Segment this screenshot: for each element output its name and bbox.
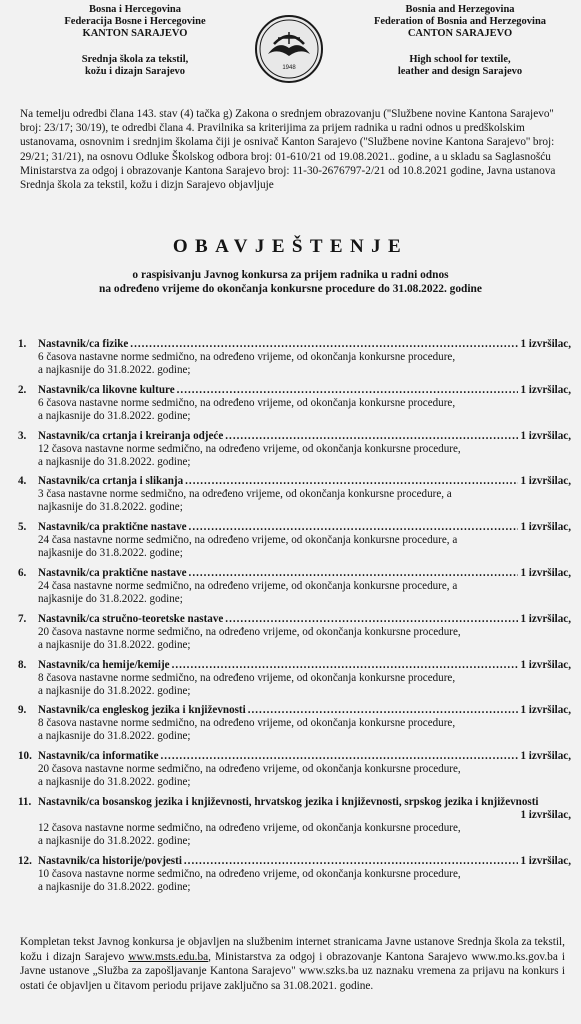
intro-paragraph: Na temelju odredbi člana 143. stav (4) tačka g) Zakona o srednjem obrazovanju (''Službene novine Kantona Sarajevo'' broj: 23/17; 30/19), te odredbi člana 4. Pravilnika sa kriterijima za prijem radnika u radni odnos u predškolskim ustanovama, osnovnim i srednjim školama čiji je osnivač Kanton Sarajevo (''Službene novine Kantona Sarajevo'' broj: 29/21; 31/21), na osnovu Odluke Školskog odbora broj: 01-610/21 od 19.08.2021.. godine, a u skladu sa Saglasnošću Ministarstva za odgoj i obrazovanje Kantona Sarajevo broj: 11-30-2676797-2/21 od 10.8.2021 godine, Javna ustanova Srednja škola za tekstil, kožu i dizjn Sarajevo objavljuje xyxy=(20,108,556,192)
leader-dots xyxy=(225,430,518,443)
position-count: 1 izvršilac, xyxy=(520,338,571,350)
position-hours: 20 časova nastavne norme sedmično, na određeno vrijeme, od okončanja konkursne procedure, xyxy=(38,625,461,638)
position-deadline: najkasnije do 31.8.2022. godine; xyxy=(38,501,183,514)
position-count: 1 izvršilac, xyxy=(520,475,571,488)
position-hours: 6 časova nastavne norme sedmično, na određeno vrijeme, od okončanja konkursne procedure, xyxy=(38,396,456,409)
position-item-7 xyxy=(18,613,571,652)
position-item-6 xyxy=(18,567,571,606)
position-deadline: a najkasnije do 31.8.2022. godine; xyxy=(38,638,191,651)
position-item-9 xyxy=(18,704,571,743)
header-right-school-1: High school for textile, xyxy=(409,54,511,65)
header-left-canton: KANTON SARAJEVO xyxy=(82,28,188,39)
position-title: Nastavnik/ca engleskog jezika i književnosti xyxy=(38,704,246,717)
leader-dots xyxy=(172,659,519,672)
position-deadline: a najkasnije do 31.8.2022. godine; xyxy=(38,834,191,847)
footer-text-2: , Ministarstva za odgoj i obrazovanje Kantona Sarajevo www.mo.ks.gov.ba i Javne ustanove „Služba za zapošljavanje Kantona Sarajevo" www.szks.ba uz naznaku vremena za prijavu na konkurs i ostati će objavljen u čitavom periodu prijave zaključno sa 31.08.2021. godine. xyxy=(20,950,565,992)
header-left-federation: Federacija Bosne i Hercegovine xyxy=(64,16,206,27)
position-count: 1 izvršilac, xyxy=(520,658,571,671)
header-right-country: Bosnia and Herzegovina xyxy=(405,4,515,15)
header-left-school-1: Srednja škola za tekstil, xyxy=(81,54,189,65)
position-number: 2. xyxy=(18,383,27,396)
leader-dots xyxy=(185,475,518,488)
position-deadline: a najkasnije do 31.8.2022. godine; xyxy=(38,730,191,743)
position-title: Nastavnik/ca historije/povjesti xyxy=(38,854,182,867)
leader-dots xyxy=(184,855,519,868)
position-count: 1 izvršilac, xyxy=(520,750,571,763)
position-hours: 20 časova nastavne norme sedmično, na određeno vrijeme, od okončanja konkursne procedure, xyxy=(38,763,461,776)
position-count: 1 izvršilac, xyxy=(520,612,571,625)
positions-list xyxy=(18,338,571,901)
subtitle-line-1: o raspisivanju Javnog konkursa za prijem radnika u radni odnos xyxy=(132,269,449,281)
leader-dots xyxy=(248,704,519,717)
leader-dots xyxy=(189,567,519,580)
position-count: 1 izvršilac, xyxy=(520,429,571,442)
position-count: 1 izvršilac, xyxy=(520,808,571,821)
position-deadline: a najkasnije do 31.8.2022. godine; xyxy=(38,776,191,789)
header-right-school-2: leather and design Sarajevo xyxy=(397,66,523,77)
position-number: 8. xyxy=(18,658,27,671)
position-deadline: najkasnije do 31.8.2022. godine; xyxy=(38,592,183,605)
leader-dots xyxy=(130,338,518,351)
position-deadline: a najkasnije do 31.8.2022. godine; xyxy=(38,455,191,468)
position-hours: 3 časa nastavne norme sedmično, na određeno vrijeme, od okončanja konkursne procedure, a xyxy=(38,488,452,501)
notice-subtitle xyxy=(0,268,581,296)
logo-year: 1948 xyxy=(282,65,296,71)
position-deadline: a najkasnije do 31.8.2022. godine; xyxy=(38,409,191,422)
position-hours: 12 časova nastavne norme sedmično, na određeno vrijeme, od okončanja konkursne procedure, xyxy=(38,821,461,834)
position-hours: 10 časova nastavne norme sedmično, na određeno vrijeme, od okončanja konkursne procedure, xyxy=(38,867,461,880)
position-item-8 xyxy=(18,659,571,698)
position-hours: 24 časa nastavne norme sedmično, na određeno vrijeme, od okončanja konkursne procedure, a xyxy=(38,579,458,592)
position-item-2 xyxy=(18,384,571,423)
header-left xyxy=(30,4,240,78)
position-item-3 xyxy=(18,430,571,469)
position-deadline: najkasnije do 31.8.2022. godine; xyxy=(38,547,183,560)
position-item-11 xyxy=(18,796,571,848)
position-number: 3. xyxy=(18,429,27,442)
position-number: 5. xyxy=(18,521,27,534)
position-count: 1 izvršilac, xyxy=(520,566,571,579)
position-hours: 24 časa nastavne norme sedmično, na određeno vrijeme, od okončanja konkursne procedure, a xyxy=(38,534,458,547)
position-hours: 8 časova nastavne norme sedmično, na određeno vrijeme, od okončanja konkursne procedure, xyxy=(38,717,456,730)
position-title: Nastavnik/ca informatike xyxy=(38,750,159,763)
position-number: 6. xyxy=(18,566,27,579)
position-title: Nastavnik/ca hemije/kemije xyxy=(38,658,170,671)
position-title: Nastavnik/ca crtanja i slikanja xyxy=(38,475,184,488)
position-count: 1 izvršilac, xyxy=(520,521,571,534)
position-item-12 xyxy=(18,855,571,894)
position-number: 10. xyxy=(18,750,32,763)
position-deadline: a najkasnije do 31.8.2022. godine; xyxy=(38,364,191,376)
position-count: 1 izvršilac, xyxy=(520,854,571,867)
position-number: 7. xyxy=(18,612,27,625)
position-count: 1 izvršilac, xyxy=(520,704,571,717)
position-hours: 8 časova nastavne norme sedmično, na određeno vrijeme, od okončanja konkursne procedure, xyxy=(38,671,456,684)
header-right-federation: Federation of Bosnia and Herzegovina xyxy=(373,16,547,27)
position-item-10 xyxy=(18,750,571,789)
notice-title: OBAVJEŠTENJE xyxy=(172,236,409,257)
leader-dots xyxy=(225,613,518,626)
header-right xyxy=(350,4,570,78)
position-number: 9. xyxy=(18,704,27,717)
footer-paragraph xyxy=(20,935,565,993)
school-website-link[interactable]: www.msts.edu.ba xyxy=(128,950,209,963)
school-logo-icon xyxy=(254,14,324,84)
leader-dots xyxy=(161,750,519,763)
position-number: 11. xyxy=(18,795,32,808)
header-left-country: Bosna i Hercegovina xyxy=(89,4,181,15)
position-title: Nastavnik/ca likovne kulture xyxy=(38,383,175,396)
position-title: Nastavnik/ca crtanja i kreiranja odjeće xyxy=(38,429,224,442)
subtitle-line-2: na određeno vrijeme do okončanja konkursne procedure do 31.08.2022. godine xyxy=(99,283,482,295)
position-title: Nastavnik/ca fizike xyxy=(38,338,129,350)
position-count: 1 izvršilac, xyxy=(520,383,571,396)
position-deadline: a najkasnije do 31.8.2022. godine; xyxy=(38,880,191,893)
position-item-1 xyxy=(18,338,571,377)
position-title: Nastavnik/ca praktične nastave xyxy=(38,566,187,579)
header-left-school-2: kožu i dizajn Sarajevo xyxy=(84,66,186,77)
leader-dots xyxy=(177,384,519,397)
position-title: Nastavnik/ca bosanskog jezika i književnosti, hrvatskog jezika i književnosti, srpskog jezika i književnosti xyxy=(38,795,539,808)
position-hours: 12 časova nastavne norme sedmično, na određeno vrijeme, od okončanja konkursne procedure, xyxy=(38,442,461,455)
position-deadline: a najkasnije do 31.8.2022. godine; xyxy=(38,684,191,697)
position-number: 12. xyxy=(18,854,32,867)
leader-dots xyxy=(189,521,519,534)
position-number: 4. xyxy=(18,475,27,488)
position-title: Nastavnik/ca praktične nastave xyxy=(38,521,187,534)
position-number: 1. xyxy=(18,338,27,350)
position-item-5 xyxy=(18,521,571,560)
footer-text-1: Kompletan tekst Javnog konkursa je objavljen na službenim internet stranicama Javne ustanove Srednja škola za tekstil, kožu i dizajn Sarajevo xyxy=(20,936,565,963)
position-hours: 6 časova nastavne norme sedmično, na određeno vrijeme, od okončanja konkursne procedure, xyxy=(38,351,456,363)
position-title: Nastavnik/ca stručno-teoretske nastave xyxy=(38,612,224,625)
position-item-4 xyxy=(18,475,571,514)
header-right-canton: CANTON SARAJEVO xyxy=(407,28,513,39)
